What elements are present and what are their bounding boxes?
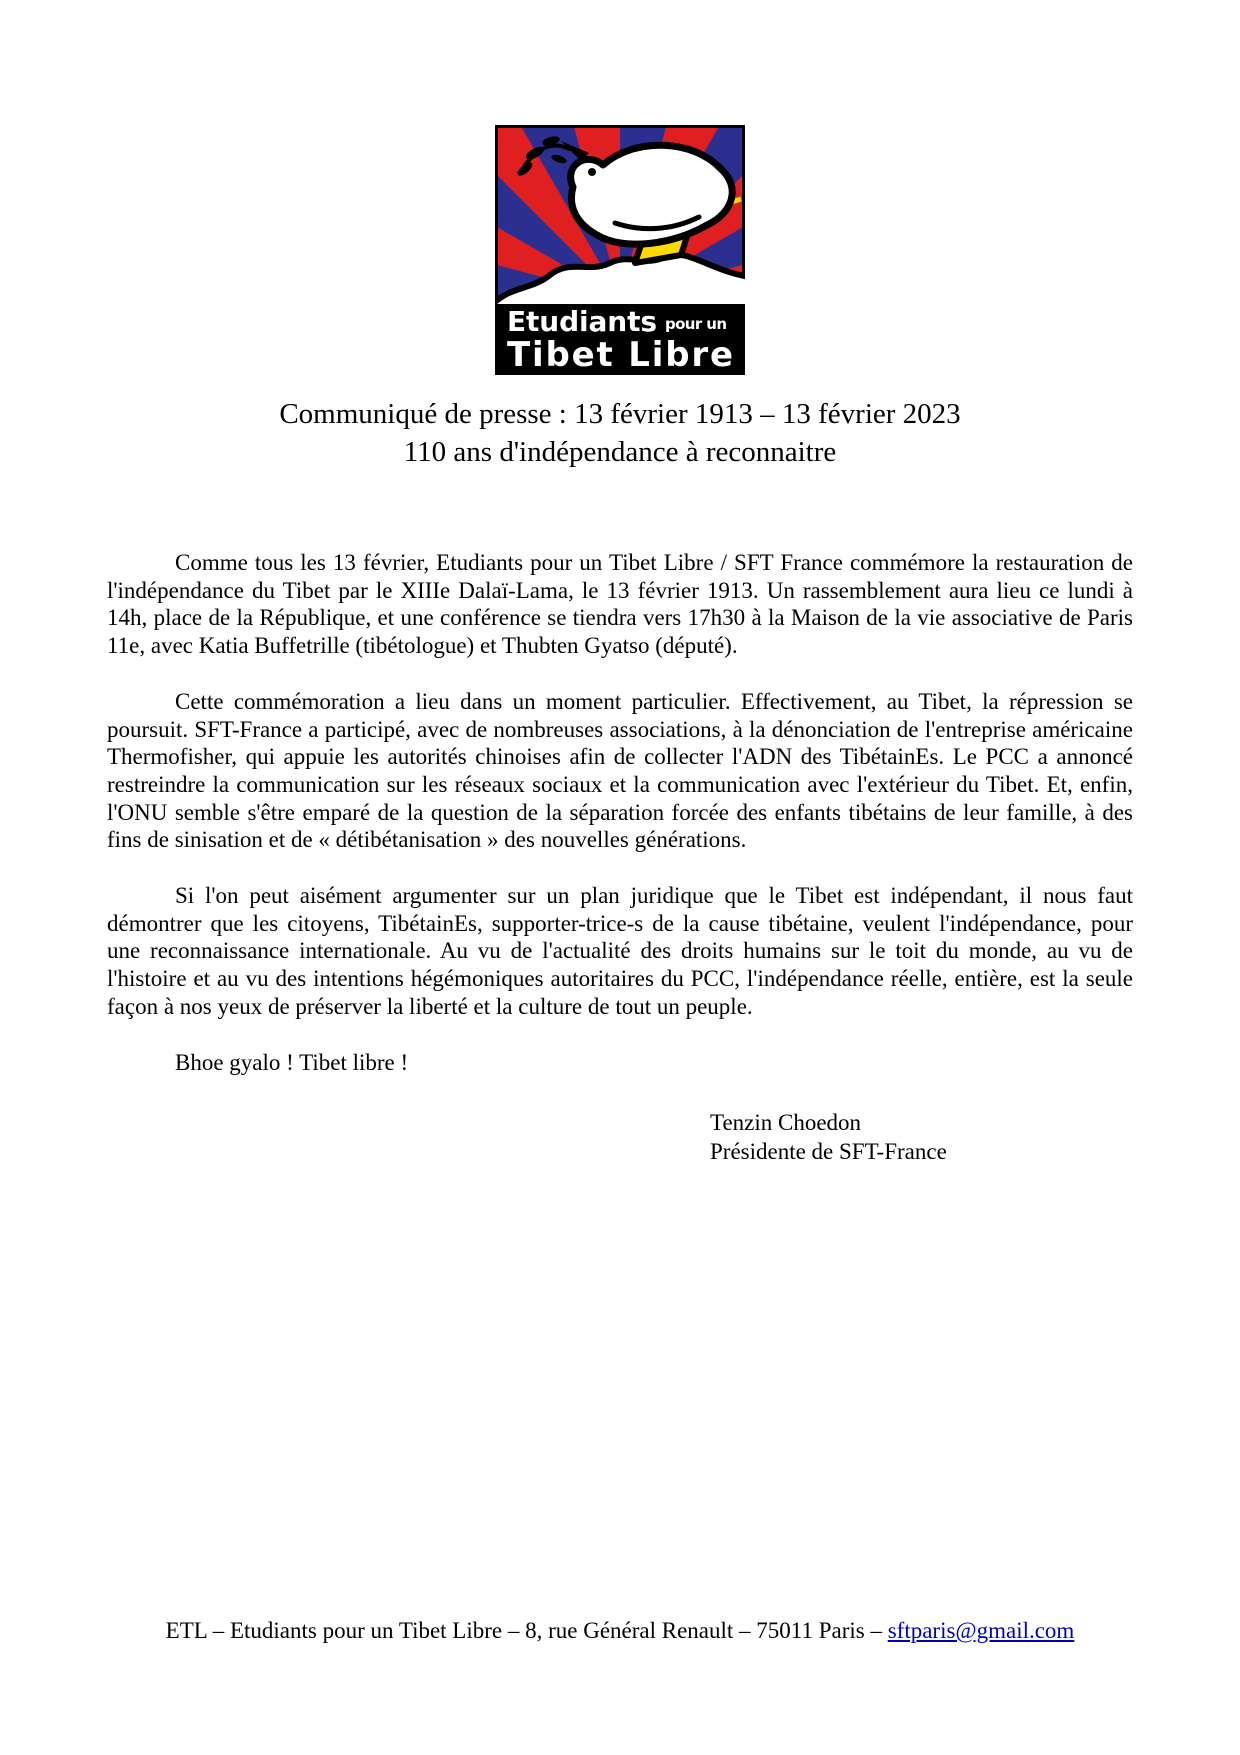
dove-icon	[561, 141, 732, 244]
paragraph-1: Comme tous les 13 février, Etudiants pour un Tibet Libre / SFT France commémore la restauration de l'indépendance du Tibet par le XIIIe Dalaï-Lama, le 13 février 1913. Un rassemblement aura lieu ce lundi à 14h, place de la République, et une conférence se tiendra vers 17h30 à la Maison de la vie associative de Paris 11e, avec Katia Buffetrille (tibétologue) et Thubten Gyatso (député).	[107, 550, 1133, 659]
footer-email-link[interactable]: sftparis@gmail.com	[887, 1618, 1075, 1643]
signature-role: Présidente de SFT-France	[710, 1139, 947, 1165]
footer-text: ETL – Etudiants pour un Tibet Libre – 8, rue Général Renault – 75011 Paris –	[165, 1618, 888, 1643]
logo-text-etudiants: Etudiants	[507, 305, 657, 338]
footer	[107, 1618, 1133, 1644]
document-title	[0, 395, 1240, 471]
document-body	[107, 549, 1133, 1166]
signature-name: Tenzin Choedon	[710, 1110, 862, 1136]
title-line-2: 110 ans d'indépendance à reconnaitre	[403, 436, 837, 468]
slogan-line: Bhoe gyalo ! Tibet libre !	[175, 1049, 409, 1075]
signature-block	[710, 1108, 1133, 1166]
etl-logo	[495, 125, 745, 375]
paragraph-3: Si l'on peut aisément argumenter sur un plan juridique que le Tibet est indépendant, il nous faut démontrer que les citoyens, TibétainEs, supporter-trice-s de la cause tibétaine, veulent l'indépendance, pour une reconnaissance internationale. Au vu de l'actualité des droits humains sur le toit du monde, au vu de l'histoire et au vu des intentions hégémoniques autoritaires du PCC, l'indépendance réelle, entière, est la seule façon à nos yeux de préserver la liberté et la culture de tout un peuple.	[107, 883, 1133, 1019]
logo-text-pour-un: pour un	[665, 315, 727, 333]
title-line-1: Communiqué de presse : 13 février 1913 – 13 février 2023	[279, 398, 961, 430]
paragraph-2: Cette commémoration a lieu dans un moment particulier. Effectivement, au Tibet, la répression se poursuit. SFT-France a participé, avec de nombreuses associations, à la dénonciation de l'entreprise américaine Thermofisher, qui appuie les autorités chinoises afin de collecter l'ADN des TibétainEs. Le PCC a annoncé restreindre la communication sur les réseaux sociaux et la communication avec l'extérieur du Tibet. Et, enfin, l'ONU semble s'être emparé de la question de la séparation forcée des enfants tibétains de leur famille, à des fins de sinisation et de « détibétanisation » des nouvelles générations.	[107, 688, 1133, 853]
logo-text-tibet-libre: Tibet Libre	[507, 335, 733, 375]
